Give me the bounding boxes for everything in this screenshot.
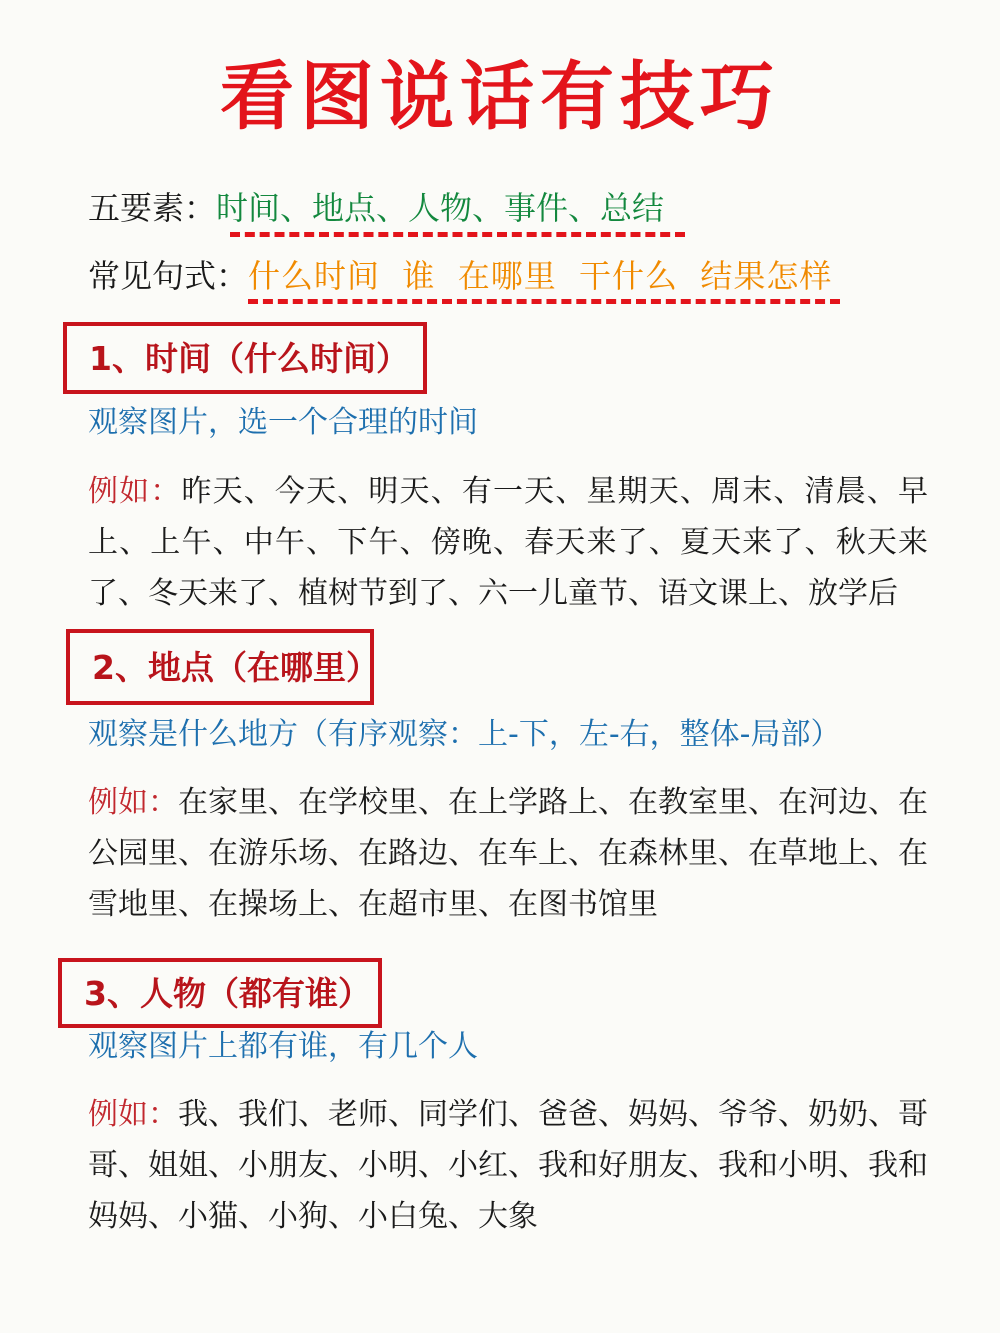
section-subtitle-people: 观察图片上都有谁，有几个人 <box>88 1029 478 1064</box>
five-elements-label: 五要素： <box>88 189 217 227</box>
example-text: 昨天、今天、明天、有一天、星期天、周末、清晨、早上、上午、中午、下午、傍晚、春天来了、夏天来了、秋天来了、冬天来了、植树节到了、六一儿童节、语文课上、放学后 <box>88 474 929 611</box>
example-text: 在家里、在学校里、在上学路上、在教室里、在河边、在公园里、在游乐场、在路边、在车上、在森林里、在草地上、在雪地里、在操场上、在超市里、在图书馆里 <box>88 785 928 922</box>
example-label: 例如： <box>88 1097 178 1132</box>
five-elements-value: 时间、地点、人物、事件、总结 <box>216 189 665 227</box>
section-heading-time-text: 1、时间（什么时间） <box>89 338 409 378</box>
sentence-pattern-row <box>88 254 832 298</box>
section-subtitle-place: 观察是什么地方（有序观察：上-下，左-右，整体-局部） <box>88 717 841 752</box>
section-heading-place-text: 2、地点（在哪里） <box>92 647 379 687</box>
section-heading-people <box>58 958 382 1028</box>
section-heading-place <box>66 629 379 705</box>
five-elements-underline <box>230 232 685 237</box>
section-example-place <box>88 777 928 930</box>
page-title: 看图说话有技巧 <box>220 54 780 140</box>
example-label: 例如： <box>88 474 182 509</box>
sentence-pattern-underline <box>248 299 840 304</box>
section-heading-time <box>63 322 427 394</box>
sentence-pattern-label: 常见句式： <box>88 257 249 295</box>
five-elements-row <box>88 186 664 230</box>
example-text: 我、我们、老师、同学们、爸爸、妈妈、爷爷、奶奶、哥哥、姐姐、小朋友、小明、小红、我和好朋友、我和小明、我和妈妈、小猫、小狗、小白兔、大象 <box>88 1097 928 1234</box>
example-label: 例如： <box>88 785 178 820</box>
sentence-pattern-value: 什么时间 谁 在哪里 干什么 结果怎样 <box>248 257 833 295</box>
section-subtitle-time: 观察图片，选一个合理的时间 <box>88 405 478 440</box>
section-example-time <box>88 466 928 619</box>
section-example-people <box>88 1089 928 1242</box>
section-heading-people-text: 3、人物（都有谁） <box>84 973 371 1013</box>
